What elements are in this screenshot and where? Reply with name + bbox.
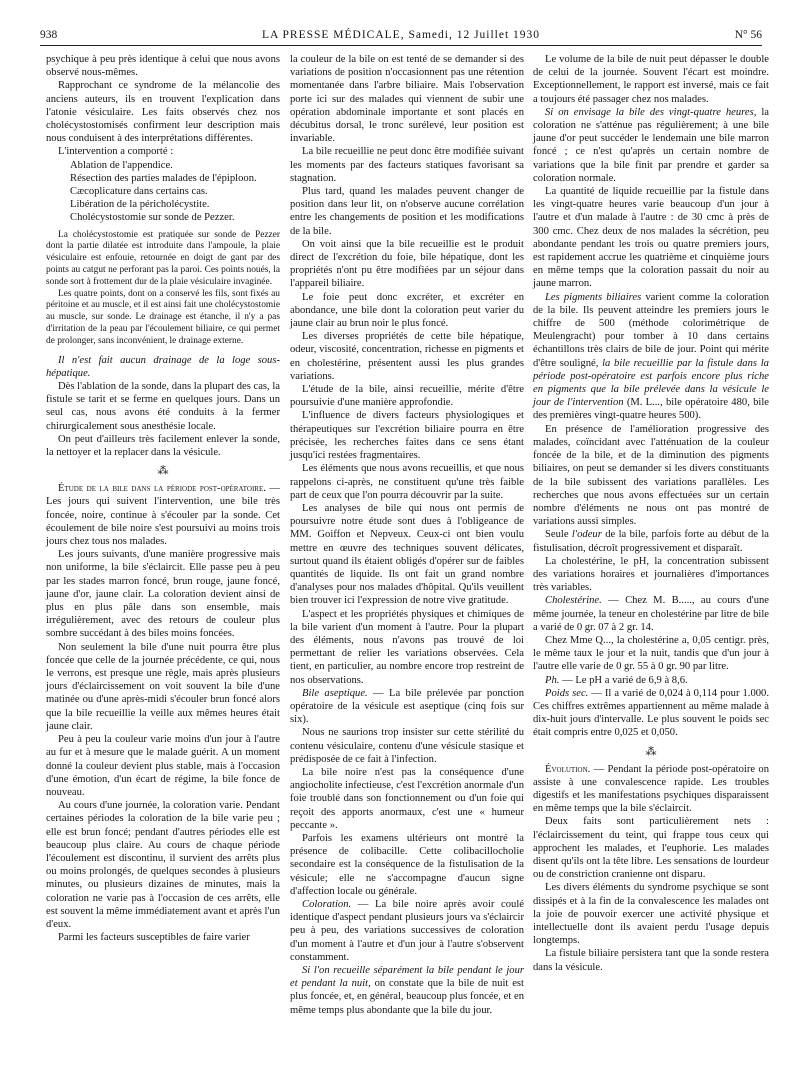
paragraph: Parmi les facteurs susceptibles de faire varier: [58, 932, 250, 944]
running-header: [40, 26, 762, 46]
subsection-heading: Bile aseptique.: [302, 687, 368, 699]
paragraph: psychique à peu près identique à celui que nous avons observé nous-mêmes.: [46, 54, 280, 79]
paragraph: Deux faits sont particulièrement nets : l'éclaircissement du teint, qui frappe tous ceux qui approchent les malades, et l'euphorie. Les malades disent qu'ils ont la tête libre. Les sensations de lourdeur ou de constriction cranienne ont disparu.: [533, 816, 769, 881]
paragraph: Le volume de la bile de nuit peut dépasser le double de celui de la journée. Souvent l'écart est moindre. Exceptionnellement, le rapport est inversé, mais ce fait a toujours été passager chez nos malades.: [533, 54, 769, 105]
subsection-heading: Cholestérine.: [545, 595, 602, 607]
paragraph: Les diverses propriétés de cette bile hépatique, odeur, viscosité, concentration, richesse en pigments et en cholestérine, présentent aussi les plus grandes variations.: [290, 331, 524, 382]
paragraph: Les jours suivants, d'une manière progressive mais non uniforme, la bile s'éclaircit. Elle passe peu à peu par les stades marron foncé, brun rouge, jaune foncé, jaune d'or, jaune clair. La coloration devient ainsi de plus en plus pâle dans son ensemble, mais irrégulièrement, avec des retours de couleur plus sombre succédant à des biles moins foncées.: [46, 549, 280, 640]
column-3: [533, 53, 769, 974]
paragraph: Au cours d'une journée, la coloration varie. Pendant certaines périodes la coloration de la bile varie peu ; elle est brun foncé; pendant d'autres périodes elle est beaucoup plus claire. Au cours de chaque période l'écoulement est discontinu, il survient des arrêts plus ou moins prolongés, de quelques secondes à plusieurs minutes, ou plusieurs dizaines de minutes, mais la coloration ne varie pas à l'occasion de ces arrêts, elle est souvent la même immédiatement avant et après l'un d'eux.: [46, 800, 280, 930]
paragraph: Non seulement la bile d'une nuit pourra être plus foncée que celle de la journée précédente, ce qui, nous le verrons, est presque une règle, mais après plusieurs jours d'éclaircissement on voit souvent la bile d'une matinée ou d'une après-midi s'écouler brun foncé alors que la bile recueillie la veille aux mêmes heures était jaune clair.: [46, 641, 280, 732]
paragraph: [533, 106, 769, 185]
italic-phrase: l'odeur: [571, 529, 602, 541]
section-separator: ⁂: [645, 745, 657, 758]
subsection-text: — Le pH a varié de 6,9 à 8,6.: [559, 674, 688, 686]
italic-phrase: Les pigments biliaires: [545, 291, 642, 303]
paragraph: la couleur de la bile on est tenté de se demander si des variations de position n'occasionnent pas une rétention momentanée dans l'arbre biliaire. Mais l'observation porte ici sur des malades qui viennent de subir une opération abdominale importante et sont placés en décubitus dorsal, le tronc surélevé, leur position est invariable.: [290, 54, 524, 145]
paragraph-text: la coloration ne s'atténue pas régulièrement; à une bile jaune d'or peut succéder le lendemain une bile marron foncé ; ce n'est qu'après un certain nombre de variations que la bile finit par prendre et garder sa coloration normale.: [533, 106, 769, 184]
subsection-paragraph: [533, 674, 769, 687]
section-text: — Pendant la période post-opératoire on assiste à une convalescence rapide. Les troubles digestifs et les manifestations psychiques disparaissent en même temps que la bile s'éclaircit.: [533, 763, 769, 815]
section-paragraph: [46, 482, 280, 548]
italic-paragraph: Il n'est fait aucun drainage de la loge sous-hépatique.: [46, 354, 280, 379]
paragraph: Chez Mme Q..., la cholestérine a, 0,05 centigr. près, le même taux le jour et la nuit, tandis que d'un jour à l'autre elle varie de 0 gr. 55 à 0 gr. 90 par litre.: [533, 634, 769, 673]
paragraph: Rapprochant ce syndrome de la mélancolie des anciens auteurs, ils en trouvent l'explication dans l'atonie vésiculaire. Les faits observés chez nos cholécystostomisés confirment leur description mais nous conduisent à des interprétations différentes.: [46, 80, 280, 145]
paragraph: La cholestérine, le pH, la concentration subissent des variations horaires et journalières d'importances très variables.: [533, 555, 769, 594]
paragraph: Nous ne saurions trop insister sur cette stérilité du contenu vésiculaire, contenu d'une vésicule stasique et prédisposée de ce fait à l'infection.: [290, 727, 524, 765]
paragraph: L'aspect et les propriétés physiques et chimiques de la bile varient d'un moment à l'autre. Pour la plupart des éléments, nous n'avons pas trouvé de loi permettant de relier les variations observées. Cela tient, en particulier, au nombre encore trop restreint de nos observations.: [290, 608, 524, 686]
paragraph-text: Seule: [545, 529, 572, 541]
paragraph: Les analyses de bile qui nous ont permis de poursuivre notre étude sont dues à l'obligeance de MM. Goiffon et Nepveux. Ceux-ci ont bien voulu mettre en œuvre des techniques souvent délicates, surtout quand ils étaient obligés d'opérer sur de faibles quantités de liquide. Ils ont fait un grand nombre d'analyses pour nos malades d'hôpital. Qu'ils veuillent bien trouver ici l'expression de notre vive gratitude.: [290, 502, 524, 607]
paragraph-text: de la bile, parfois forte au début de la fistulisation, décroît progressivement et disparaît.: [533, 529, 770, 554]
paragraph-text: varient comme la coloration de la bile. Ils peuvent atteindre les premiers jours le chiffre de 500 (méthode colorimétrique de Meulengracht) pour tomber à 10 dans certains échantillons très clairs de bile de jour. Point qui mérite d'être souligné,: [533, 291, 769, 369]
paragraph: Peu à peu la couleur varie moins d'un jour à l'autre au fur et à mesure que le malade guérit. A un moment donné la couleur devient plus stable, mais à l'occasion d'une émotion, d'un écart de régime, la bile fonce de nouveau.: [46, 734, 280, 798]
paragraph: En présence de l'amélioration progressive des malades, coïncidant avec l'atténuation de la couleur foncée de la bile, et de la diminution des pigments biliaires, on peut se demander si les divers constituants de la bile subissent des variations parallèles. Les recherches que nous avons effectuées sur un certain nombre d'éléments ne nous ont pas montré de variations aussi simples.: [533, 423, 769, 528]
paragraph: On peut d'ailleurs très facilement enlever la sonde, la nettoyer et la replacer dans la vésicule.: [46, 433, 280, 459]
subsection-text: — La bile noire après avoir coulé identique d'aspect pendant plusieurs jours va s'éclaircir peu à peu, des variations successives de coloration d'un moment à l'autre et d'un jour à l'autre s'observent constamment.: [290, 899, 524, 963]
subsection-paragraph: [290, 687, 524, 727]
list-item: Ablation de l'appendice.: [70, 159, 173, 171]
issue-number: N° 56: [734, 29, 762, 41]
page-number: 938: [40, 29, 58, 41]
paragraph: L'influence de divers facteurs physiologiques et thérapeutiques sur l'excrétion biliaire pourra en être précisée, les recherches faites dans ce sens étant jusqu'ici restées fragmentaires.: [290, 410, 524, 462]
section-heading: Étude de la bile dans la période post-opératoire.: [58, 483, 266, 495]
subsection-text: — Chez M. B....., au cours d'une même journée, la teneur en cholestérine par litre de bile a varié de 0 gr. 07 à 2 gr. 14.: [533, 595, 769, 633]
paragraph: Les éléments que nous avons recueillis, et que nous rappelons ci-après, ne constituent qu'une très faible part de ceux que l'on pourra découvrir par la suite.: [290, 463, 524, 501]
paragraph: La quantité de liquide recueillie par la fistule dans les vingt-quatre heures varie beaucoup d'un jour à l'autre et d'un malade à l'autre : de 30 cmc à près de 300 cmc. Chez deux de nos malades la sécrétion, peu abondante pendant les trois ou quatre premiers jours, est rapidement accrue les quatrième et cinquième jours en même temps que la coloration passait du noir au jaune marron.: [533, 186, 769, 290]
paragraph: [533, 291, 769, 423]
paragraph: On voit ainsi que la bile recueillie est le produit direct de l'excrétion du foie, bile hépatique, dont les propriétés n'ont pu être modifiées par un séjour dans l'appareil biliaire.: [290, 238, 524, 290]
italic-phrase: Si l'on recueille séparément la bile pendant le jour et pendant la nuit,: [290, 965, 524, 990]
subsection-heading: Poids sec.: [545, 687, 589, 699]
subsection-paragraph: [533, 687, 769, 740]
paragraph: L'étude de la bile, ainsi recueillie, mérite d'être poursuivie d'une manière approfondie.: [290, 384, 524, 409]
subsection-paragraph: [290, 898, 524, 964]
subsection-heading: Coloration.: [302, 899, 352, 910]
note-paragraph: La cholécystostomie est pratiquée sur sonde de Pezzer dont la partie dilatée est introduite dans l'ampoule, la plaie vésiculaire est enfouie, retournée en doigt de gant par des points au catgut ne perforant pas la paroi. Ces points noués, la sonde sort à frottement dur de la plaie vésiculaire invaginée.: [46, 229, 280, 287]
italic-phrase: Si on envisage la bile des vingt-quatre heures,: [545, 106, 757, 118]
list-item: Résection des parties malades de l'épiploon.: [70, 172, 257, 184]
paragraph: Le foie peut donc excréter, et excréter en abondance, une bile dont la coloration peut varier du jaune clair au brun noir le plus foncé.: [290, 291, 524, 330]
section-text: — Les jours qui suivent l'intervention, une bile très foncée, noire, continue à s'écouler par la sonde. Cet écoulement de bile noire s'est poursuivi au moins trois jours chez tous nos malades.: [46, 483, 280, 548]
paragraph: Parfois les examens ultérieurs ont montré la présence de colibacille. Cette colibacillocholie secondaire est la conséquence de la fistulisation de la vésicule; elle ne s'accompagne d'aucun signe d'affection locale ou générale.: [290, 832, 524, 897]
paragraph: [533, 528, 769, 554]
paragraph: Les divers éléments du syndrome psychique se sont dissipés et à la fin de la convalescence les malades ont la joie de pouvoir exercer une activité physique et intellectuelle dont ils avaient perdu l'usage depuis longtemps.: [533, 882, 769, 947]
subsection-heading: Ph.: [545, 674, 560, 686]
paragraph: La bile recueillie ne peut donc être modifiée suivant les moments par des facteurs statiques favorisant sa stagnation.: [290, 146, 524, 184]
column-1: [46, 53, 280, 944]
paragraph: Plus tard, quand les malades peuvent changer de position dans leur lit, on n'observe aucune corrélation entre les changements de position et les modifications de la bile.: [290, 186, 524, 237]
column-2: [290, 53, 524, 1017]
subsection-paragraph: [533, 594, 769, 634]
paragraph-text: (M. L..., bile opératoire 480, bile des premières vingt-quatre heures 500).: [533, 397, 769, 422]
paragraph: Dès l'ablation de la sonde, dans la plupart des cas, la fistule se tarit et se ferme en quelques jours. Dans un seul cas, nous avons été conduits à la fermer chirurgicalement sous anesthésie locale.: [46, 381, 280, 432]
paragraph: L'intervention a comporté :: [58, 146, 174, 158]
journal-title: LA PRESSE MÉDICALE, Samedi, 12 Juillet 1930: [261, 29, 541, 41]
paragraph: [290, 964, 524, 1017]
paragraph: La fistule biliaire persistera tant que la sonde restera dans la vésicule.: [533, 948, 769, 973]
list-item: Libération de la péricholécystite.: [70, 199, 210, 211]
section-heading: Évolution.: [545, 763, 591, 775]
note-paragraph: Les quatre points, dont on a conservé les fils, sont fixés au péritoine et au muscle, et il est ainsi fait une cholécystostomie au muscle, sur sonde. Le drainage est étanche, il n'y a pas d'irritation de la peau par l'écoulement biliaire, ce qui permet de prolonger, sans inconvénient, le drainage externe.: [46, 288, 280, 346]
subsection-text: — Il a varié de 0,024 à 0,114 pour 1.000. Ces chiffres extrêmes appartiennent au même malade à dix-huit jours d'intervalle. Le plus souvent le poids sec était compris entre 0,025 et 0,050.: [533, 687, 769, 739]
header-rule: [40, 45, 762, 46]
list-item: Cæcoplicature dans certains cas.: [70, 186, 208, 198]
list-item: Cholécystostomie sur sonde de Pezzer.: [70, 212, 235, 224]
italic-phrase: la bile recueillie par la fistule dans la période post-opératoire est parfois encore plus riche en pigments que la bile prélevée dans la vésicule le jour de l'intervention: [533, 357, 769, 409]
section-paragraph: [533, 763, 769, 816]
subsection-text: — La bile prélevée par ponction opératoire de la vésicule est aseptique (cinq fois sur six).: [290, 687, 525, 726]
section-separator: ⁂: [157, 465, 169, 478]
paragraph: La bile noire n'est pas la conséquence d'une angiocholite infectieuse, c'est l'excrétion anormale d'un foie troublé dans son fonctionnement ou d'un foie qui reçoit des apports anormaux, c'est une « humeur peccante ».: [290, 766, 524, 831]
paragraph-text: on constate que la bile de nuit est plus foncée, et, en général, beaucoup plus foncée, et en même temps plus abondante que la bile du jour.: [290, 978, 524, 1016]
